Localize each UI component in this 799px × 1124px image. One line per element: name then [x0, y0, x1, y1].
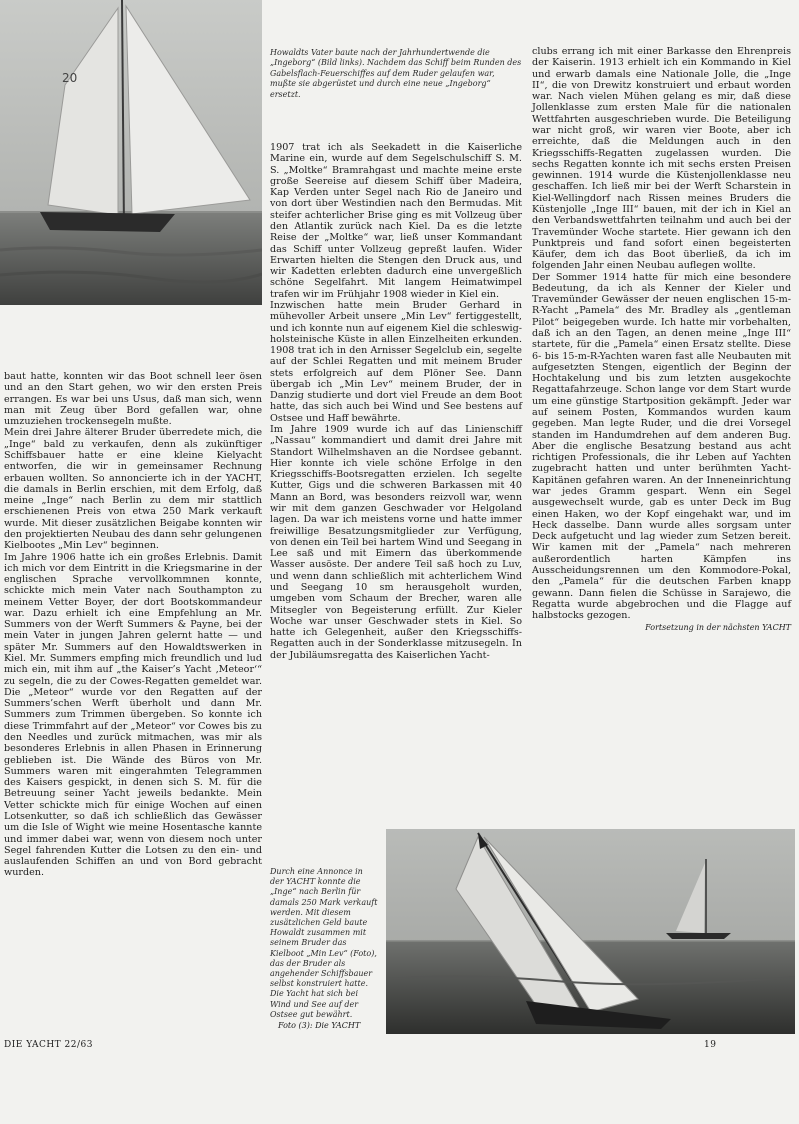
- middle-column: [270, 142, 522, 661]
- continuation-note: Fortsetzung in der nächsten YACHT: [645, 623, 791, 633]
- ingeborg-photo: [0, 0, 262, 305]
- page-number: 19: [704, 1040, 717, 1050]
- photo-credit: Foto (3): Die YACHT: [278, 1021, 361, 1030]
- middle-column-text: 1907 trat ich als Seekadett in die Kaiserliche Marine ein, wurde auf dem Segelschulschiff S. M. S. „Moltke“ Bramrahgast und machte meine erste große Seereise auf diesem Schiff über Madeira, Kap Verden unter Segel nach Rio de Janeiro und von dort über Westindien nach den Bermudas. Mit steifer achterlicher Brise ging es mit Vollzeug über den Atlantik zurück nach Kiel. Da es die letzte Reise der „Moltke“ war, ließ unser Kommandant das Schiff unter Vollzeug gepreßt laufen. Wider Erwarten hielten die Stengen den Druck aus, und wir Kadetten erlebten dadurch eine unvergeßlich schöne Segelfahrt. Mit langem Heimatwimpel trafen wir im Frühjahr 1908 wieder in Kiel ein. Inzwischen hatte mein Bruder Gerhard in mühevoller Arbeit unsere „Min Lev“ fertiggestellt, und ich konnte nun auf eigenem Kiel die schleswig-holsteinische Küste in allen Einzelheiten erkunden. 1908 trat ich in den Arnisser Segelclub ein, segelte auf der Schlei Regatten und mit meinem Bruder stets erfolgreich auf dem Plöner See. Dann übergab ich „Min Lev“ meinem Bruder, der in Danzig studierte und dort viel Freude an dem Boot hatte, das sich auch bei Wind und See bestens auf Ostsee und Haff bewährte. Im Jahre 1909 wurde ich auf das Linienschiff „Nassau“ kommandiert und damit drei Jahre mit Standort Wilhelmshaven an die Nordsee gebannt. Hier konnte ich viele schöne Erfolge in den Kriegsschiffs-Bootsregatten erzielen. Ich segelte Kutter, Gigs und die schweren Barkassen mit 40 Mann an Bord, was besonders reizvoll war, wenn wir mit dem ganzen Geschwader vor Helgoland lagen. Da war ich meistens vorne und hatte immer freiwillige Besatzungsmitglieder zur Verfügung, von denen ein Teil bei hartem Wind und Seegang in Lee saß und mit Eimern das überkommende Wasser ausöste. Der andere Teil saß hoch zu Luv, und wenn dann schließlich mit achterlichem Wind und Seegang 10 sm herausgeholt wurden, umgeben vom Schaum der Brecher, waren alle Mitsegler von Begeisterung erfüllt. Zur Kieler Woche war unser Geschwader stets in Kiel. So hatte ich Gelegenheit, außer den Kriegsschiffs-Regatten auch in der Sonderklasse mitzusegeln. In der Jubiläumsregatta des Kaiserlichen Yacht-: [270, 142, 523, 661]
- bottom-caption: Durch eine Annonce in der YACHT konnte die „Inge“ nach Berlin für damals 250 Mark verkauft werden. Mit diesem zusätzlichen Geld baute Howaldt zusammen mit seinem Bruder das Kielboot „Min Lev“ (Foto), das der Bruder als angehender Schiffsbauer selbst konstruiert hatte. Die Yacht hat sich bei Wind und See auf der Ostsee gut bewährt.: [270, 867, 378, 1019]
- publication-footer: DIE YACHT 22/63: [4, 1040, 93, 1050]
- right-column-text: clubs errang ich mit einer Barkasse den Ehrenpreis der Kaiserin. 1913 erhielt ich ein Kommando in Kiel und erwarb damals eine Nationale Jolle, die „Inge II“, die von Drewitz konstruiert und erbaut worden war. Nach vielen Mühen gelang es mir, daß diese Jollenklasse zum ersten Male für die nationalen Wettfahrten ausgeschrieben wurde. Die Beteiligung war nicht groß, wir waren vier Boote, aber ich erreichte, daß die Meldungen auch in den Kriegsschiffs-Regatten zugelassen wurden. Die sechs Regatten konnte ich mit sechs ersten Preisen gewinnen. 1914 wurde die Küstenjollenklasse neu geschaffen. Ich ließ mir bei der Werft Scharstein in Kiel-Wellingdorf nach Rissen meines Bruders die Küstenjolle „Inge III“ bauen, mit der ich in Kiel an den Verbandswettfahrten teilnahm und auch bei der Travemünder Woche startete. Hier gewann ich den Punktpreis und fand sofort einen begeisterten Käufer, dem ich das Boot überließ, da ich im folgenden Jahr einen Neubau auflegen wollte. Der Sommer 1914 hatte für mich eine besondere Bedeutung, da ich als Kenner der Kieler und Travemünder Gewässer der neuen englischen 15-m-R-Yacht „Pamela“ des Mr. Bradley als „gentleman Pilot“ beigegeben wurde. Ich hatte mir vorbehalten, daß ich an den Tagen, an denen meine „Inge III“ startete, für die „Pamela“ einen Ersatz stellte. Diese 6- bis 15-m-R-Yachten waren fast alle Neubauten mit aufgesetzten Stengen, eigentlich der Beginn der Hochtakelung und bis zum letzten ausgekochte Regattafahrzeuge. Schon lange vor dem Start wurde um eine günstige Startposition gekämpft. Jeder war auf seinem Posten, Kommandos wurden kaum gegeben. Man legte Ruder, und die drei Vorsegel standen im Handumdrehen auf dem anderen Bug. Aber die englische Besatzung bestand aus acht richtigen Professionals, die ihr Leben auf Yachten zugebracht hatten und unter berühmten Yacht-Kapitänen gefahren waren. An der Inneneinrichtung war jedes Gramm gespart. Wenn ein Segel ausgewechselt wurde, gab es unter Deck im Bug einen Haken, wo der Kopf eingehakt war, und im Heck dasselbe. Dann wurde alles sorgsam unter Deck aufgetucht und lag wieder zum Setzen bereit. Wir kamen mit der „Pamela“ nach mehreren außerordentlich harten Kämpfen ins Ausscheidungsrennen um den Kommodore-Pokal, den „Pamela“ für die deutschen Farben knapp gewann. Dann fielen die Schüsse in Sarajewo, die Regatta wurde abgebrochen und die Flagge auf halbstocks gezogen.: [532, 46, 791, 622]
- right-column: [532, 46, 791, 634]
- min-lev-photo: [386, 829, 795, 1034]
- min-lev-sailboat-image: [386, 829, 795, 1034]
- sail-number: 20: [62, 71, 78, 85]
- top-caption: Howaldts Vater baute nach der Jahrhundertwende die „Ingeborg“ (Bild links). Nachdem das Schiff beim Runden des Gabelsflach-Feuerschiffes auf dem Ruder gelaufen war, mußte sie abgerüstet und durch eine neue „Ingeborg“ ersetzt.: [270, 48, 522, 99]
- left-column: [4, 371, 262, 879]
- left-column-text: baut hatte, konnten wir das Boot schnell leer ösen und an den Start gehen, wo wir den ersten Preis errangen. Es war bei uns Usus, daß man sich, wenn man mit Zeug über Bord gefallen war, ohne umzuziehen trockensegeln mußte. Mein drei Jahre älterer Bruder überredete mich, die „Inge“ bald zu verkaufen, denn als zukünftiger Schiffsbauer hatte er eine kleine Kielyacht entworfen, die wir in gemeinsamer Rechnung erbauen wollten. So annoncierte ich in der YACHT, die damals in Berlin erschien, mit dem Erfolg, daß meine „Inge“ nach Berlin zu dem mir stattlich erschienenen Preis von etwa 250 Mark verkauft wurde. Mit dieser zusätzlichen Beigabe konnten wir den projektierten Neubau des dann sehr gelungenen Kielbootes „Min Lev“ beginnen. Im Jahre 1906 hatte ich ein großes Erlebnis. Damit ich mich vor dem Eintritt in die Kriegsmarine in der englischen Sprache vervollkommnen konnte, schickte mich mein Vater nach Southampton zu meinem Vetter Boyer, der dort Bootskommandeur war. Dazu erhielt ich eine Empfehlung an Mr. Summers von der Werft Summers & Payne, bei der mein Vater in jungen Jahren gelernt hatte — und später Mr. Summers auf den Howaldtswerken in Kiel. Mr. Summers empfing mich freundlich und lud mich ein, mit ihm auf „the Kaiser’s Yacht ‚Meteor‘“ zu segeln, die zu der Cowes-Regatten gemeldet war. Die „Meteor“ wurde vor den Regatten auf der Summers’schen Werft überholt und dann Mr. Summers zum Trimmen übergeben. So konnte ich diese Trimmfahrt auf der „Meteor“ vor Cowes bis zu den Needles und zurück mitmachen, was mir als besonderes Erlebnis in allen Phasen in Erinnerung geblieben ist. Die Wände des Büros von Mr. Summers waren mit eingerahmten Telegrammen des Kaisers gespickt, in denen sich S. M. für die Betreuung seiner Yacht jeweils bedankte. Mein Vetter schickte mich für einige Wochen auf einen Lotsenkutter, so daß ich schließlich das Gewässer um die Isle of Wight wie meine Hosentasche kannte und immer dabei war, wenn von diesem noch unter Segel fahrenden Kutter die Lotsen zu den ein- und auslaufenden Schiffen an und von Bord gebracht wurden.: [4, 371, 262, 879]
- ingeborg-sailboat-image: [0, 0, 262, 305]
